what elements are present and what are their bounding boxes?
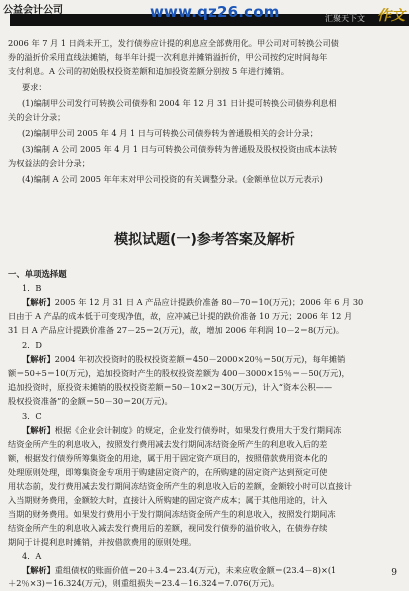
question-number: 2．D <box>22 340 42 350</box>
analysis-text: 2005 年 12 月 31 日 A 产品应计提跌价准备 80－70＝10(万元)；2006 年 6 月 30 <box>54 297 364 307</box>
section-title: 模拟试题(一)参考答案及解析 <box>114 232 295 248</box>
analysis-line: 处理原则处理，即筹集资金专项用于购建固定资产的，在所购建的固定资产达到预定可使 <box>8 467 328 477</box>
watermark-tagline: 汇聚天下文 <box>325 14 365 23</box>
analysis-tag: 【解析】 <box>22 297 55 307</box>
watermark-logo: 作文 <box>377 8 405 24</box>
analysis-line: 用状态前，发行费用减去发行期间冻结资金所产生的利息收入后的差额，金额较小时可以直接计 <box>8 481 352 491</box>
requirement-item: 关的会计分录； <box>8 112 66 122</box>
analysis-line: 额，根据发行债券所筹集资金的用途，属于用于固定资产项目的，按照借款费用资本化的 <box>8 453 328 463</box>
analysis-text: 2004 年初次投资时的股权投资差额＝450－2000×20％＝50(万元)，每年摊销 <box>54 354 346 364</box>
section-heading: 一、单项选择题 <box>8 269 67 279</box>
page-number: 9 <box>391 568 397 578</box>
analysis-text: 重组债权的账面价值＝20＋3.4＝23.4(万元)，未来应收金额＝(23.4－8)×(1 <box>54 565 337 575</box>
requirement-item: (4)编制 A 公司 2005 年年末对甲公司投资的有关调整分录。(金额单位以万元表示) <box>22 174 323 184</box>
analysis-line: ＋2％×3)＝16.324(万元)，则重组损失＝23.4－16.324＝7.076(万元)。 <box>8 578 280 588</box>
analysis-line <box>22 354 401 365</box>
analysis-line: 日由于 A 产品的成本低于可变现净值，故，应冲减已计提的跌价准备 10 万元；2006 年 12 月 <box>8 311 353 321</box>
analysis-line: 股权投资准备”的金额＝50－30＝20(万元)。 <box>8 396 173 406</box>
requirement-item: (2)编制甲公司 2005 年 4 月 1 日与可转换公司债券转为普通股相关的会计分录； <box>22 128 318 138</box>
analysis-line: 入当期财务费用，金额较大时，直接计入所购建的固定资产成本；属于其他用途的，计入 <box>8 495 328 505</box>
header-left-text: 公益会计公司 <box>3 5 63 16</box>
analysis-line: 结资金所产生的利息收入，按照发行费用减去发行期间冻结资金所产生的利息收入后的差 <box>8 439 328 449</box>
analysis-line: 当期的财务费用。如果发行费用小于发行期间冻结资金所产生的利息收入，按照发行期间冻 <box>8 509 336 519</box>
body-line: 2006 年 7 月 1 日尚未开工，发行债券应计提的利息应全部费用化。甲公司对可转换公司债 <box>8 38 339 48</box>
question-number: 1．B <box>22 283 42 293</box>
question-number: 4．A <box>22 551 42 561</box>
analysis-text: 根据《企业会计制度》的规定，企业发行债券时，如果发行费用大于发行期间冻 <box>54 425 342 435</box>
requirement-item: (3)编制 A 公司 2005 年 4 月 1 日与可转换公司债券转为普通股及股权投资由成本法转 <box>22 144 338 154</box>
requirement-item: (1)编制甲公司发行可转换公司债券和 2004 年 12 月 31 日计提可转换公司债券利息相 <box>22 98 337 108</box>
body-line: 支付利息。A 公司的初始股权投资差额和追加投资差额分别按 5 年进行摊销。 <box>8 66 289 76</box>
analysis-line <box>22 297 401 308</box>
watermark-url: www.qz26.com <box>150 3 280 21</box>
analysis-tag: 【解析】 <box>22 565 55 575</box>
analysis-tag: 【解析】 <box>22 354 55 364</box>
analysis-line: 追加投资时，原投资未摊销的股权投资差额＝50－10×2＝30(万元)，计入“资本公积—— <box>8 382 333 392</box>
question-number: 3．C <box>22 411 42 421</box>
analysis-line: 31 日 A 产品应计提跌价准备 27－25＝2(万元)，故，增加 2006 年利润 10－2＝8(万元)。 <box>8 325 345 335</box>
page-header <box>0 0 409 30</box>
analysis-line: 额＝50÷5＝10(万元)，追加投资时产生的股权投资差额为 400－3000×15％＝－50(万元)， <box>8 368 350 378</box>
analysis-line <box>22 565 401 576</box>
analysis-line: 期间于计提利息时摊销，并按借款费用的原则处理。 <box>8 537 197 547</box>
requirement-item: 为权益法的会计分录； <box>8 158 90 168</box>
analysis-tag: 【解析】 <box>22 425 55 435</box>
analysis-line <box>22 425 401 436</box>
body-line: 券的溢折价采用直线法摊销，每半年计提一次利息并摊销溢折价，甲公司按约定时间每年 <box>8 52 328 62</box>
requirements-label: 要求： <box>22 82 47 92</box>
analysis-line: 结资金所产生的利息收入减去发行费用后的差额，视同发行债券的溢价收入，在债券存续 <box>8 523 328 533</box>
